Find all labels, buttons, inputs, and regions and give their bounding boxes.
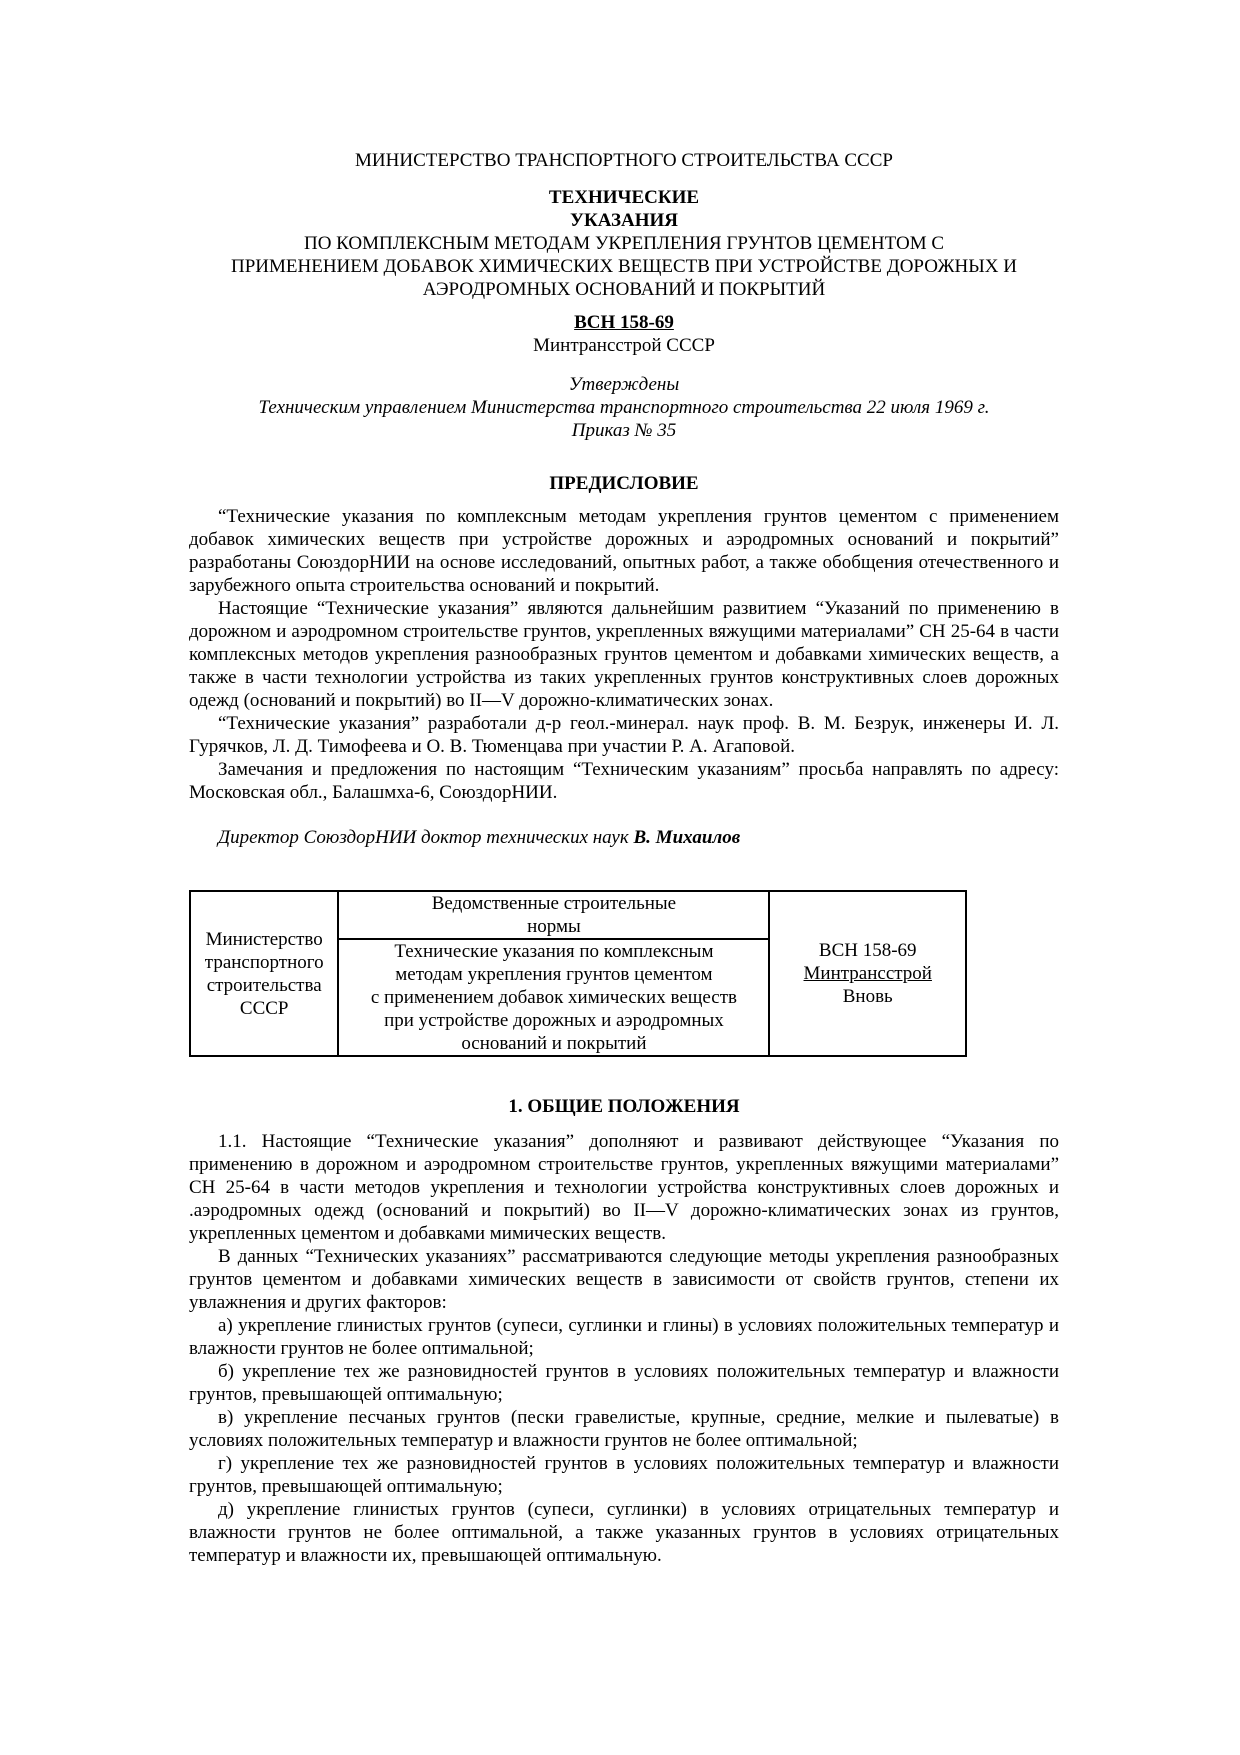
section-1-paragraph: 1.1. Настоящие “Технические указания” дополняют и развивают действующее “Указания по применению в дорожном и аэродромном строительстве грунтов, укрепленных вяжущими материалами” СН 25-64 в части методов укрепления и технологии устройства конструктивных слоев дорожных и .аэродромных одежд (оснований и покрытий) во II—V дорожно-климатических зонах из грунтов, укрепленных цементом и добавками мимических веществ. (189, 1131, 1059, 1244)
subtitle-line-3: АЭРОДРОМНЫХ ОСНОВАНИЙ И ПОКРЫТИЙ (422, 279, 826, 300)
norms-table-type-line: нормы (527, 916, 581, 937)
approved-line-1: Утверждены (568, 374, 680, 395)
section-1-list-item: б) укрепление тех же разновидностей грунтов в условиях положительных температур и влажности грунтов, превышающей оптимальную; (189, 1361, 1059, 1405)
norms-table-ministry-line: строительства (206, 974, 322, 996)
title-line-2: УКАЗАНИЯ (570, 210, 678, 231)
preface-paragraph: “Технические указания по комплексным методам укрепления грунтов цементом с применением добавок химических веществ при устройстве дорожных и аэродромных оснований и покрытий” разработаны СоюздорНИИ на основе исследований, опытных работ, а также обобщения отечественного и зарубежного опыта строительства оснований и покрытий. (189, 506, 1059, 596)
code-block (189, 311, 1059, 357)
approved-line-2: Техническим управлением Министерства транспортного строительства 22 июля 1969 г. (258, 397, 990, 418)
subtitle-line-1: ПО КОМПЛЕКСНЫМ МЕТОДАМ УКРЕПЛЕНИЯ ГРУНТОВ ЦЕМЕНТОМ С (303, 233, 945, 254)
ministry-header: МИНИСТЕРСТВО ТРАНСПОРТНОГО СТРОИТЕЛЬСТВА СССР (355, 150, 893, 171)
norms-table-code-cell (769, 891, 966, 1056)
title-block (189, 186, 1059, 301)
document-issuer: Минтрансстрой СССР (533, 335, 715, 356)
section-1-list-item: а) укрепление глинистых грунтов (супеси, суглинки и глины) в условиях положительных температур и влажности грунтов не более оптимальной; (189, 1315, 1059, 1359)
signature-prefix: Директор СоюздорНИИ доктор технических наук (218, 827, 629, 848)
section-1-list-item: в) укрепление песчаных грунтов (пески гравелистые, крупные, средние, мелкие и пылеватые) в условиях положительных температур и влажности грунтов не более оптимальной; (189, 1407, 1059, 1451)
document-code: ВСН 158-69 (574, 312, 674, 333)
norms-table-type-line: Ведомственные строительные (431, 893, 677, 914)
norms-table-title-line: методам укрепления грунтов цементом (395, 964, 713, 985)
norms-table-ministry-cell (190, 891, 338, 1056)
norms-table-status: Вновь (842, 986, 893, 1007)
section-1-list-item: г) укрепление тех же разновидностей грунтов в условиях положительных температур и влажности грунтов, превышающей оптимальную; (189, 1453, 1059, 1497)
signature-name: В. Михаилов (633, 827, 741, 848)
norms-table-ministry-line: транспортного (204, 951, 324, 973)
signature-line (189, 826, 1059, 849)
norms-table-ministry-line: Министерство (205, 928, 323, 950)
preface-paragraph: Настоящие “Технические указания” являются дальнейшим развитием “Указаний по применению в дорожном и аэродромном строительстве грунтов, укрепленных вяжущими материалами” СН 25-64 в части комплексных методов укрепления разнообразных грунтов цементом и добавками химических веществ, а также в части технологии устройства из таких укрепленных грунтов конструктивных слоев дорожных одежд (оснований и покрытий) во II—V дорожно-климатических зонах. (189, 598, 1059, 711)
subtitle-line-2: ПРИМЕНЕНИЕМ ДОБАВОК ХИМИЧЕСКИХ ВЕЩЕСТВ ПРИ УСТРОЙСТВЕ ДОРОЖНЫХ И (231, 256, 1017, 277)
norms-table-type-cell (338, 891, 769, 939)
title-line-1: ТЕХНИЧЕСКИЕ (548, 187, 700, 208)
norms-table-title-line: с применением добавок химических веществ (370, 987, 737, 1008)
norms-table-ministry-line: СССР (239, 997, 289, 1019)
approved-line-3: Приказ № 35 (571, 420, 677, 441)
norms-table-title-line: оснований и покрытий (461, 1033, 647, 1054)
norms-table-title-line: при устройстве дорожных и аэродромных (384, 1010, 724, 1031)
norms-table-code: ВСН 158-69 (818, 940, 917, 961)
section-1-list-item: д) укрепление глинистых грунтов (супеси, суглинки) в условиях отрицательных температур и влажности грунтов не более оптимальной, а также указанных грунтов в условиях отрицательных температур и влажности их, превышающей оптимальную. (189, 1499, 1059, 1566)
norms-table-title-line: Технические указания по комплексным (394, 941, 714, 962)
preface-paragraph: Замечания и предложения по настоящим “Техническим указаниям” просьба направлять по адресу: Московская обл., Балашмха-6, СоюздорНИИ. (189, 759, 1059, 803)
norms-table-issuer: Минтрансстрой (803, 963, 932, 984)
preface-heading: ПРЕДИСЛОВИЕ (549, 473, 699, 494)
norms-table (189, 890, 967, 1057)
norms-table-title-cell (338, 939, 769, 1056)
document-content (189, 149, 1059, 1567)
section-1-heading: 1. ОБЩИЕ ПОЛОЖЕНИЯ (508, 1096, 740, 1117)
approval-block (189, 373, 1059, 442)
preface-paragraph: “Технические указания” разработали д-р геол.-минерал. наук проф. В. М. Безрук, инженеры И. Л. Гурячков, Л. Д. Тимофеева и О. В. Тюменцава при участии Р. А. Агаповой. (189, 713, 1059, 757)
section-1-paragraph: В данных “Технических указаниях” рассматриваются следующие методы укрепления разнообразных грунтов цементом и добавками химических веществ в зависимости от свойств грунтов, степени их увлажнения и других факторов: (189, 1246, 1059, 1313)
